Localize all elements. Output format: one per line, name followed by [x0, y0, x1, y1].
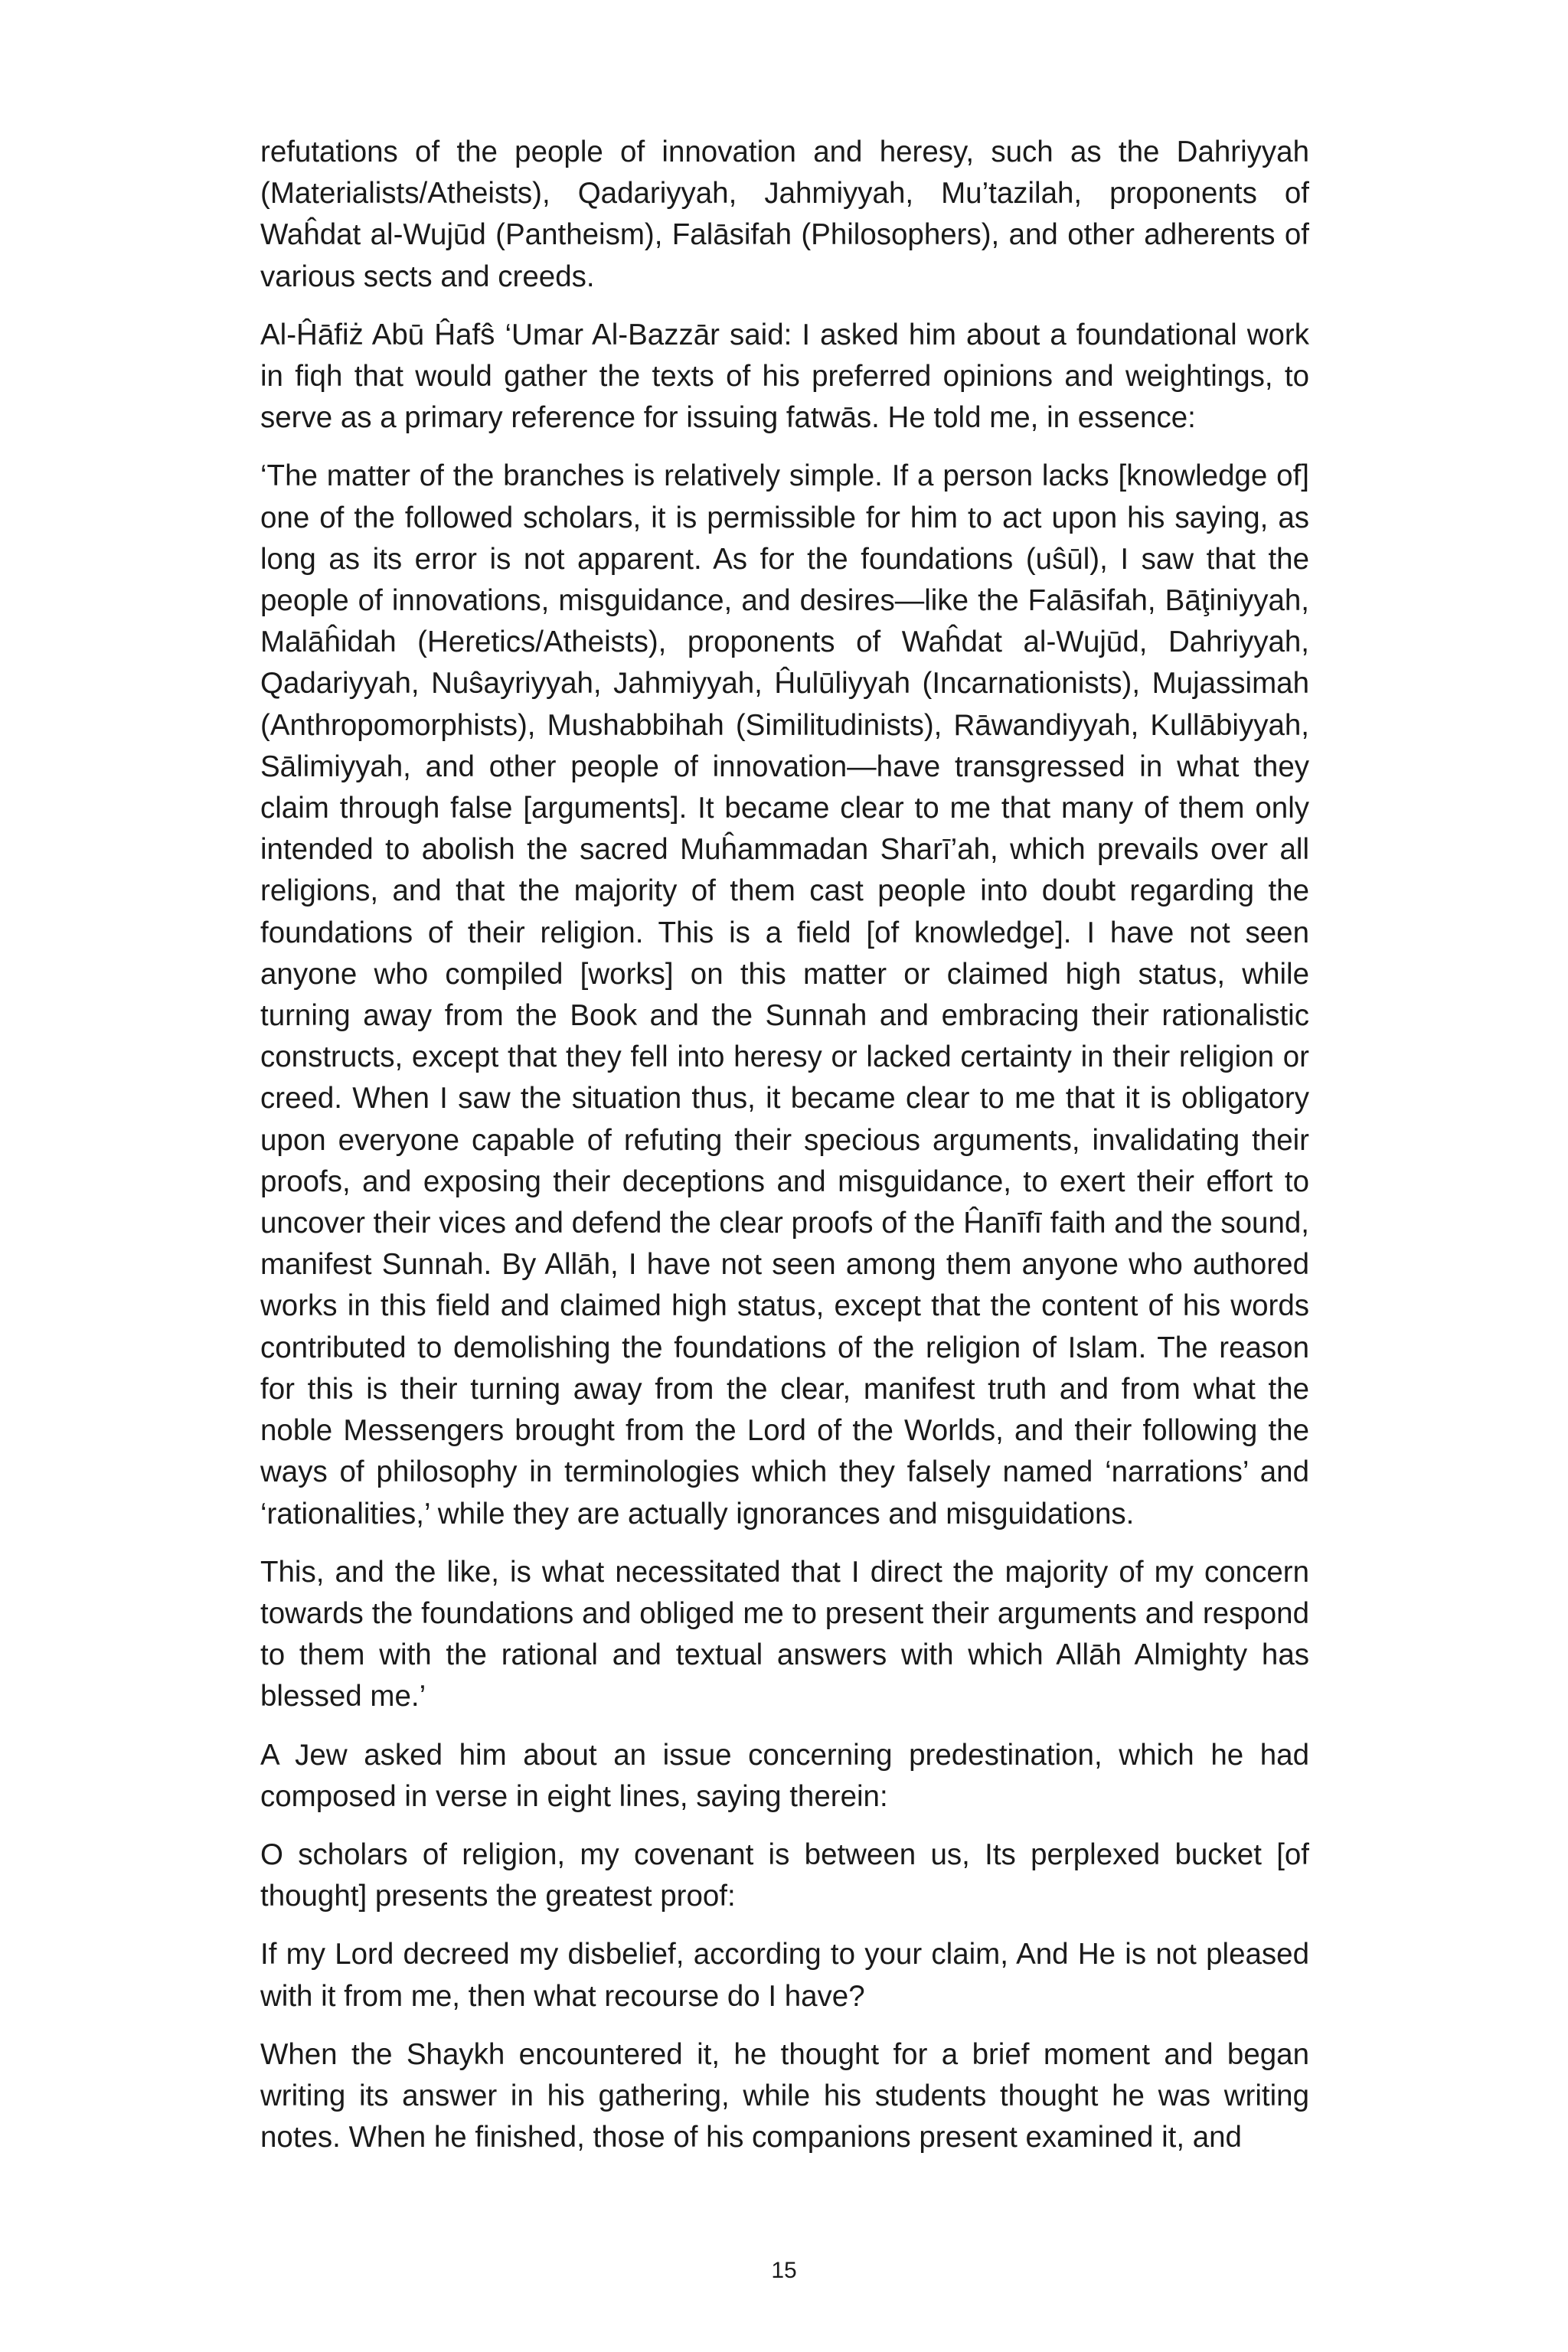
paragraph-6: When the Shaykh encountered it, he thought for a brief moment and began writing its answer in his gathering, while his students thought he was writing notes. When he finished, those of his companions present examined it, and: [260, 2037, 1309, 2154]
paragraph-3: ‘The matter of the branches is relatively simple. If a person lacks [knowledge of] one of the followed scholars, it is permissible for him to act upon his saying, as long as its error is not apparent. As for the foundations (uŝūl), I saw that the people of innovations, misguidance, and desires—like the Falāsifah, Bāţiniyyah, Malāĥidah (Heretics/Atheists), proponents of Waĥdat al-Wujūd, Dahriyyah, Qadariyyah, Nuŝayriyyah, Jahmiyyah, Ĥulūliyyah (Incarnationists), Mujassimah (Anthropomorphists), Mushabbihah (Similitudinists), Rāwandiyyah, Kullābiyyah, Sālimiyyah, and other people of innovation—have transgressed in what they claim through false [arguments]. It became clear to me that many of them only intended to abolish the sacred Muĥammadan Sharī’ah, which prevails over all religions, and that the majority of them cast people into doubt regarding the foundations of their religion. This is a field [of knowledge]. I have not seen anyone who compiled [works] on this matter or claimed high status, while turning away from the Book and the Sunnah and embracing their rationalistic constructs, except that they fell into heresy or lacked certainty in their religion or creed. When I saw the situation thus, it became clear to me that it is obligatory upon everyone capable of refuting their specious arguments, invalidating their proofs, and exposing their deceptions and misguidance, to exert their effort to uncover their vices and defend the clear proofs of the Ĥanīfī faith and the sound, manifest Sunnah. By Allāh, I have not seen among them anyone who authored works in this field and claimed high status, except that the content of his words contributed to demolishing the foundations of the religion of Islam. The reason for this is their turning away from the clear, manifest truth and from what the noble Messengers brought from the Lord of the Worlds, and their following the ways of philosophy in terminologies which they falsely named ‘narrations’ and ‘rationalities,’ while they are actually ignorances and misguidations.: [260, 459, 1309, 1530]
paragraph-2: Al-Ĥāfiż Abū Ĥafŝ ‘Umar Al-Bazzār said: I asked him about a foundational work in fiqh that would gather the texts of his preferred opinions and weightings, to serve as a primary reference for issuing fatwās. He told me, in essence:: [260, 318, 1309, 435]
page-body: [260, 132, 1309, 2175]
paragraph-5: A Jew asked him about an issue concerning predestination, which he had composed in verse in eight lines, saying therein:: [260, 1738, 1309, 1813]
page-number: 15: [771, 2258, 797, 2283]
verse-line-2: If my Lord decreed my disbelief, according to your claim, And He is not pleased with it from me, then what recourse do I have?: [260, 1938, 1309, 2013]
verse-line-1: O scholars of religion, my covenant is between us, Its perplexed bucket [of thought] presents the greatest proof:: [260, 1838, 1309, 1913]
paragraph-1: refutations of the people of innovation and heresy, such as the Dahriyyah (Materialists/Atheists), Qadariyyah, Jahmiyyah, Mu’tazilah, proponents of Waĥdat al-Wujūd (Pantheism), Falāsifah (Philosophers), and other adherents of various sects and creeds.: [260, 136, 1309, 293]
paragraph-4: This, and the like, is what necessitated that I direct the majority of my concern towards the foundations and obliged me to present their arguments and respond to them with the rational and textual answers with which Allāh Almighty has blessed me.’: [260, 1555, 1309, 1713]
